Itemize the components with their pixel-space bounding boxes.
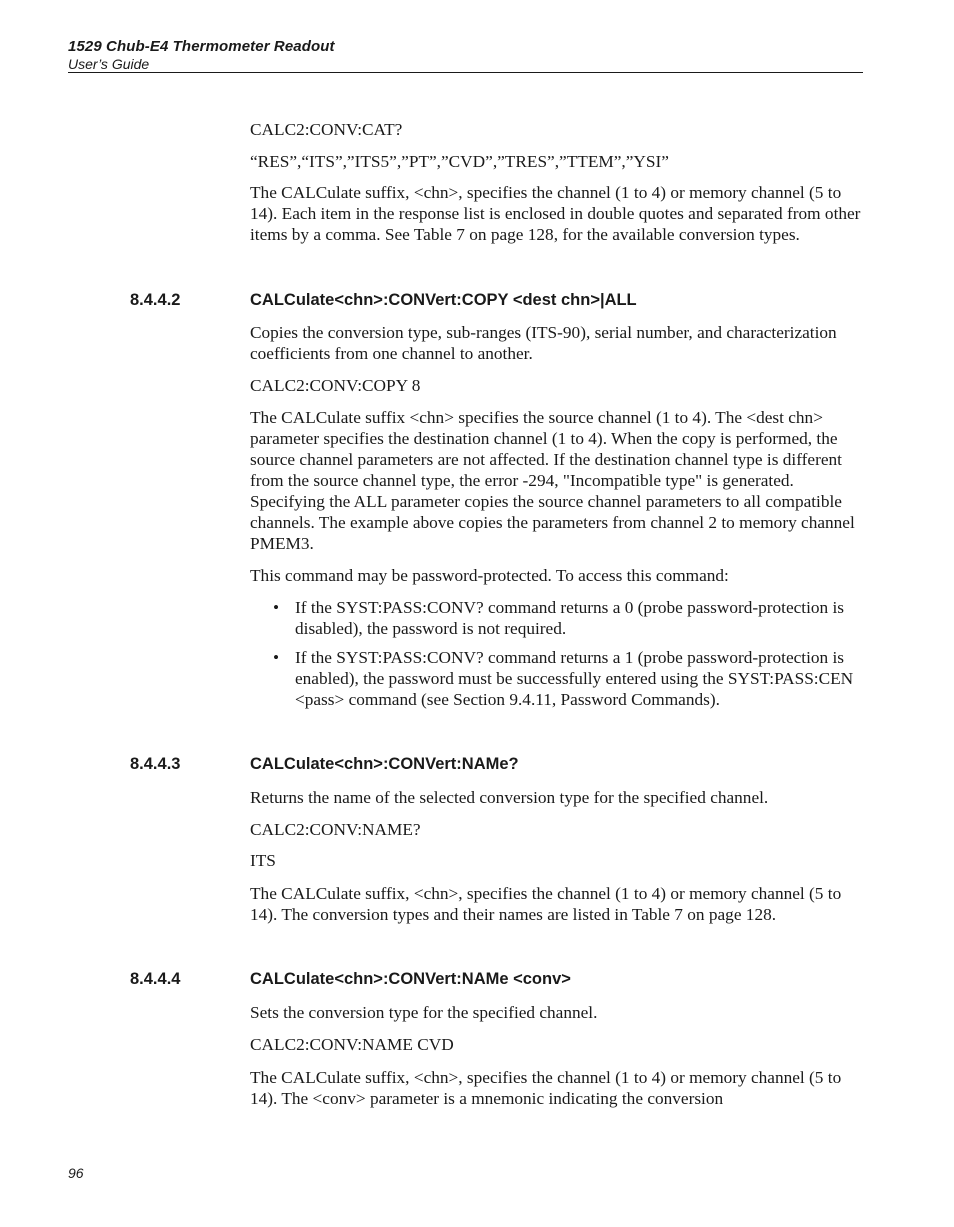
code-response: ITS [250, 851, 276, 870]
list-item-text: If the SYST:PASS:CONV? command returns a 0 (probe password-protection is disabled), the password is not required. [295, 598, 845, 638]
section-number: 8.4.4.2 [130, 291, 181, 309]
paragraph: The CALCulate suffix <chn> specifies the source channel (1 to 4). The <dest chn> parameter specifies the destination channel (1 to 4). When the copy is performed, the source channel parameters are not affected. If the destination channel type is different from the source channel type, the error -294, "Incompatible type" is generated. Specifying the ALL parameter copies the source channel parameters to all compatible channels. The example above copies the parameters from channel 2 to memory channel PMEM3. [250, 408, 855, 553]
section-number: 8.4.4.3 [130, 755, 181, 773]
paragraph: Copies the conversion type, sub-ranges (ITS-90), serial number, and characterization coefficients from one channel to another. [250, 323, 837, 363]
list-item-text: If the SYST:PASS:CONV? command returns a 1 (probe password-protection is enabled), the password must be successfully entered using the SYST:PASS:CEN <pass> command (see Section 9.4.11, Password Commands). [295, 648, 854, 709]
code-example: CALC2:CONV:NAME? [250, 820, 421, 839]
paragraph: The CALCulate suffix, <chn>, specifies the channel (1 to 4) or memory channel (5 to 14). Each item in the response list is enclosed in double quotes and separated from other items by a comma. See Table 7 on page 128, for the available conversion types. [250, 183, 861, 244]
bullet-marker: • [273, 648, 280, 667]
section-title: CALCulate<chn>:CONVert:NAMe? [250, 755, 519, 773]
paragraph: Sets the conversion type for the specified channel. [250, 1003, 598, 1022]
header-divider [68, 72, 863, 73]
paragraph: This command may be password-protected. To access this command: [250, 566, 729, 585]
section-heading [130, 754, 519, 774]
section-heading [130, 290, 637, 310]
paragraph: The CALCulate suffix, <chn>, specifies the channel (1 to 4) or memory channel (5 to 14). The conversion types and their names are listed in Table 7 on page 128. [250, 884, 842, 924]
page-number: 96 [68, 1165, 84, 1181]
paragraph: The CALCulate suffix, <chn>, specifies the channel (1 to 4) or memory channel (5 to 14). The <conv> parameter is a mnemonic indicating the conversion [250, 1068, 842, 1108]
paragraph: Returns the name of the selected conversion type for the specified channel. [250, 788, 769, 807]
section-number: 8.4.4.4 [130, 970, 181, 988]
bullet-marker: • [273, 598, 280, 617]
section-title: CALCulate<chn>:CONVert:NAMe <conv> [250, 970, 571, 988]
code-response: “RES”,“ITS”,”ITS5”,”PT”,”CVD”,”TRES”,”TTEM”,”YSI” [250, 152, 669, 171]
document-subtitle: User’s Guide [68, 56, 150, 72]
code-example: CALC2:CONV:COPY 8 [250, 376, 421, 395]
section-title: CALCulate<chn>:CONVert:COPY <dest chn>|ALL [250, 291, 637, 309]
running-header [68, 38, 863, 72]
code-example: CALC2:CONV:CAT? [250, 120, 403, 139]
code-example: CALC2:CONV:NAME CVD [250, 1035, 454, 1054]
document-title: 1529 Chub-E4 Thermometer Readout [68, 38, 335, 55]
section-heading [130, 969, 571, 989]
